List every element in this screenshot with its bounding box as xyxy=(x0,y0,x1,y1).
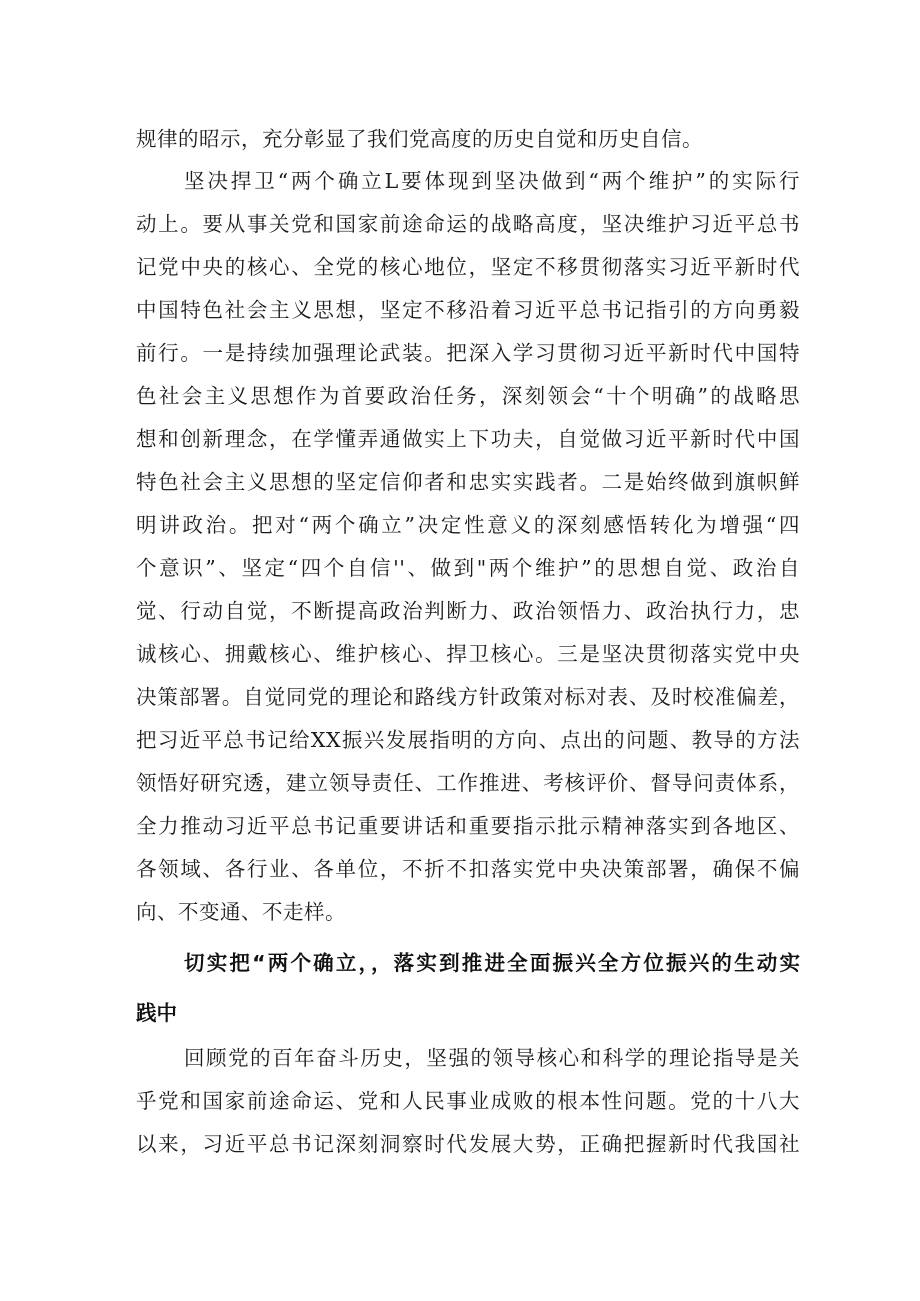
paragraph-2-line-10: 个意识”、坚定“四个自信''、做到"两个维护”的思想自觉、政治自 xyxy=(136,556,800,580)
paragraph-2-line-1: 坚决捍卫“两个确立L要体现到坚决做到“两个维护”的实际行 xyxy=(184,169,800,193)
paragraph-2-line-8: 特色社会主义思想的坚定信仰者和忠实实践者。二是始终做到旗帜鲜 xyxy=(136,470,800,494)
paragraph-3-line-1: 回顾党的百年奋斗历史，坚强的领导核心和科学的理论指导是关 xyxy=(184,1046,800,1070)
paragraph-2-line-12: 诚核心、拥戴核心、维护核心、捍卫核心。三是坚决贯彻落实党中央 xyxy=(136,642,800,666)
paragraph-2-line-15: 领悟好研究透，建立领导责任、工作推进、考核评价、督导问责体系， xyxy=(136,771,800,795)
paragraph-2-line-2: 动上。要从事关党和国家前途命运的战略高度，坚决维护习近平总书 xyxy=(136,212,800,236)
section-heading-line-1: 切实把“两个确立，，落实到推进全面振兴全方位振兴的生动实 xyxy=(184,951,800,975)
paragraph-2-line-18: 向、不变通、不走样。 xyxy=(136,900,346,924)
paragraph-2-line-14: 把习近平总书记给XX振兴发展指明的方向、点出的问题、教导的方法 xyxy=(136,728,800,752)
paragraph-2-line-3: 记党中央的核心、全党的核心地位，坚定不移贯彻落实习近平新时代 xyxy=(136,255,800,279)
paragraph-2-line-13: 决策部署。自觉同党的理论和路线方针政策对标对表、及时校准偏差， xyxy=(136,685,800,709)
section-heading-line-2: 践中 xyxy=(136,1001,177,1025)
paragraph-2-line-5: 前行。一是持续加强理论武装。把深入学习贯彻习近平新时代中国特 xyxy=(136,341,800,365)
paragraph-1-line-1: 规律的昭示，充分彰显了我们党高度的历史自觉和历史自信。 xyxy=(136,127,703,151)
paragraph-2-line-4: 中国特色社会主义思想，坚定不移沿着习近平总书记指引的方向勇毅 xyxy=(136,298,800,322)
paragraph-2-line-7: 想和创新理念，在学懂弄通做实上下功夫，自觉做习近平新时代中国 xyxy=(136,427,800,451)
paragraph-2-line-6: 色社会主义思想作为首要政治任务，深刻领会“十个明确”的战略思 xyxy=(136,384,800,408)
paragraph-3-line-3: 以来，习近平总书记深刻洞察时代发展大势，正确把握新时代我国社 xyxy=(136,1132,800,1156)
paragraph-2-line-17: 各领域、各行业、各单位，不折不扣落实党中央决策部署，确保不偏 xyxy=(136,857,800,881)
paragraph-2-line-11: 觉、行动自觉，不断提高政治判断力、政治领悟力、政治执行力，忠 xyxy=(136,599,800,623)
paragraph-3-line-2: 乎党和国家前途命运、党和人民事业成败的根本性问题。党的十八大 xyxy=(136,1089,800,1113)
paragraph-2-line-9: 明讲政治。把对“两个确立”决定性意义的深刻感悟转化为增强“四 xyxy=(136,513,800,537)
paragraph-2-line-16: 全力推动习近平总书记重要讲话和重要指示批示精神落实到各地区、 xyxy=(136,814,800,838)
